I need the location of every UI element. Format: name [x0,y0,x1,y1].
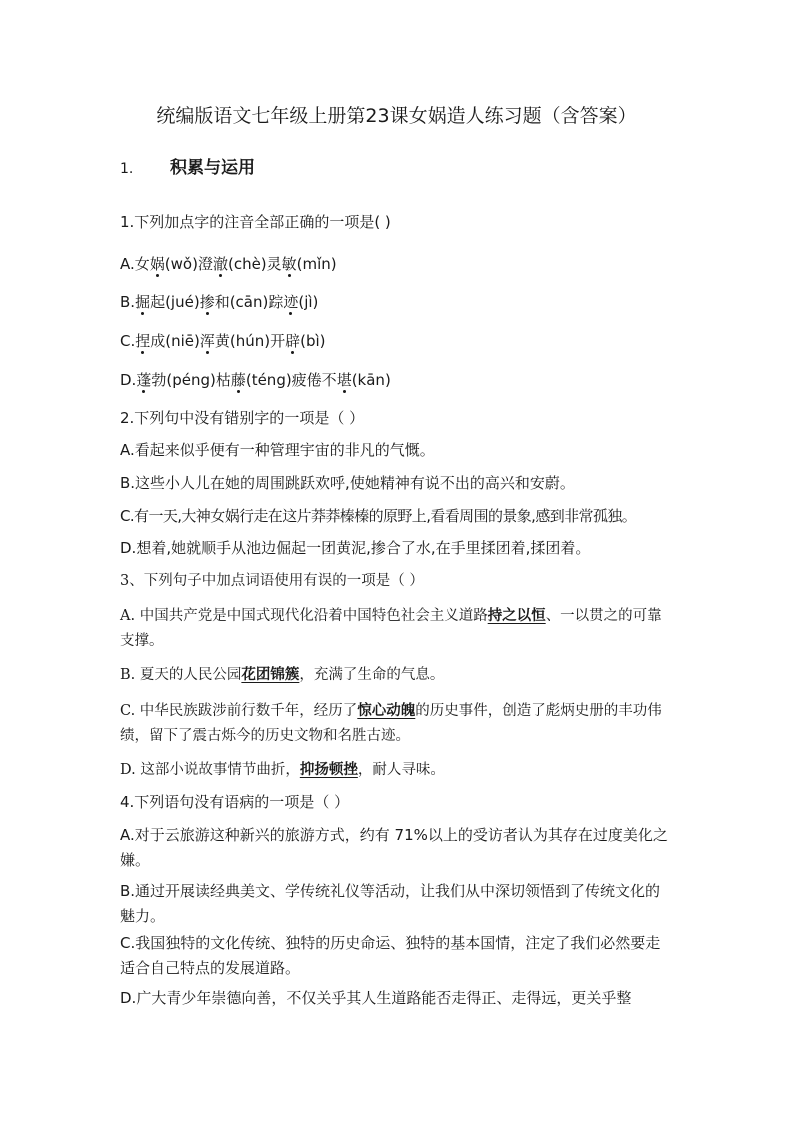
q1a-text-1: A.女 [120,255,150,273]
q2-stem: 2.下列句中没有错别字的一项是（ ） [120,409,365,427]
q1-stem: 1.下列加点字的注音全部正确的一项是( ) [120,213,391,231]
q3c-text-pre: C. 中华民族跋涉前行数千年，经历了 [120,703,358,719]
q4-stem: 4.下列语句没有语病的一项是（ ） [120,793,350,811]
q1-option-a [120,253,690,276]
q1c-text-1: C. [120,332,136,350]
q3a-text-post: 、一以贯之的可靠支撑。 [120,608,662,649]
q3c-text-post: 的历史事件，创造了彪炳史册的丰功伟绩，留下了震古烁今的历史文物和名胜古迹。 [120,703,662,744]
section-number: 1. [120,161,134,177]
q1d-text-3: (téng)疲倦不 [245,371,337,389]
q2-option-d: D.想着,她就顺手从池边倔起一团黄泥,掺合了水,在手里揉团着,揉团着。 [120,539,591,557]
q3-stem: 3、下列句子中加点词语使用有误的一项是（ ） [120,573,424,589]
q1a-text-4: (mǐn) [296,255,337,273]
q2-option-b: B.这些小人儿在她的周围跳跃欢呼,使她精神有说不出的高兴和安蔚。 [120,474,575,492]
q3-option-d [120,758,690,782]
q1c-dotted-1: 捏 [135,332,151,350]
q1d-dotted-2: 藤 [230,371,246,389]
q4-option-c: C.我国独特的文化传统、独特的历史命运、独特的基本国情，注定了我们必然要走适合自己特点的发展道路。 [120,934,661,977]
q1b-dotted-1: 掘 [135,293,151,311]
q2-option-c: C.有一天,大神女娲行走在这片莽莽榛榛的原野上,看看周围的景象,感到非常孤独。 [120,507,637,525]
q1d-text-1: D. [120,371,137,389]
q1d-dotted-3: 堪 [336,371,352,389]
q1-option-b [120,291,690,314]
q3c-highlight: 惊心动魄 [357,702,416,719]
q4-option-d: D.广大青少年崇德向善，不仅关乎其人生道路能否走得正、走得远，更关乎整 [120,989,632,1007]
q3-option-b [120,663,690,687]
q1c-text-4: (bì) [300,332,326,350]
q1d-text-4: (kān) [351,371,391,389]
q3-option-a [120,603,670,654]
page-title: 统编版语文七年级上册第23课女娲造人练习题（含答案） [156,105,637,127]
q3d-text-pre: D. 这部小说故事情节曲折， [120,762,300,778]
section-heading [120,156,255,181]
q1c-text-3: 黄(hún)开 [214,332,286,350]
q1b-text-3: 和(cān)踪 [214,293,284,311]
q1a-text-3: (chè)灵 [227,255,282,273]
q1b-dotted-3: 迹 [283,293,299,311]
q1d-dotted-1: 蓬 [136,371,152,389]
q3-option-c [120,698,670,749]
q3b-text-post: ，充满了生命的气息。 [299,667,445,683]
q1c-text-2: 成(niē) [150,332,200,350]
q1b-text-2: 起(jué) [150,293,200,311]
q3d-highlight: 抑扬顿挫 [299,761,358,778]
q1b-dotted-2: 掺 [199,293,215,311]
q1-option-d [120,369,690,392]
q3a-highlight: 持之以恒 [487,607,546,624]
q1a-text-2: (wǒ)澄 [164,255,213,273]
section-title: 积累与运用 [170,158,255,178]
q1d-text-2: 勃(péng)枯 [151,371,231,389]
q3a-text-pre: A. 中国共产党是中国式现代化沿着中国特色社会主义道路 [120,608,488,624]
q1c-dotted-3: 辟 [285,332,301,350]
q1a-dotted-1: 娲 [149,255,165,273]
q4-option-b: B.通过开展读经典美文、学传统礼仪等活动，让我们从中深切领悟到了传统文化的魅力。 [120,882,661,925]
q4-option-a: A.对于云旅游这种新兴的旅游方式，约有 71%以上的受访者认为其存在过度美化之嫌。 [120,826,668,869]
q1a-dotted-3: 敏 [281,255,297,273]
q1-option-c [120,330,690,353]
q3b-text-pre: B. 夏天的人民公园 [120,667,242,683]
q3b-highlight: 花团锦簇 [241,666,300,683]
q1a-dotted-2: 澈 [212,255,228,273]
q1b-text-1: B. [120,293,136,311]
q3d-text-post: ，耐人寻味。 [357,762,445,778]
q2-option-a: A.看起来似乎便有一种管理宇宙的非凡的气慨。 [120,441,435,459]
q1c-dotted-2: 浑 [199,332,215,350]
q1b-text-4: (jì) [298,293,319,311]
